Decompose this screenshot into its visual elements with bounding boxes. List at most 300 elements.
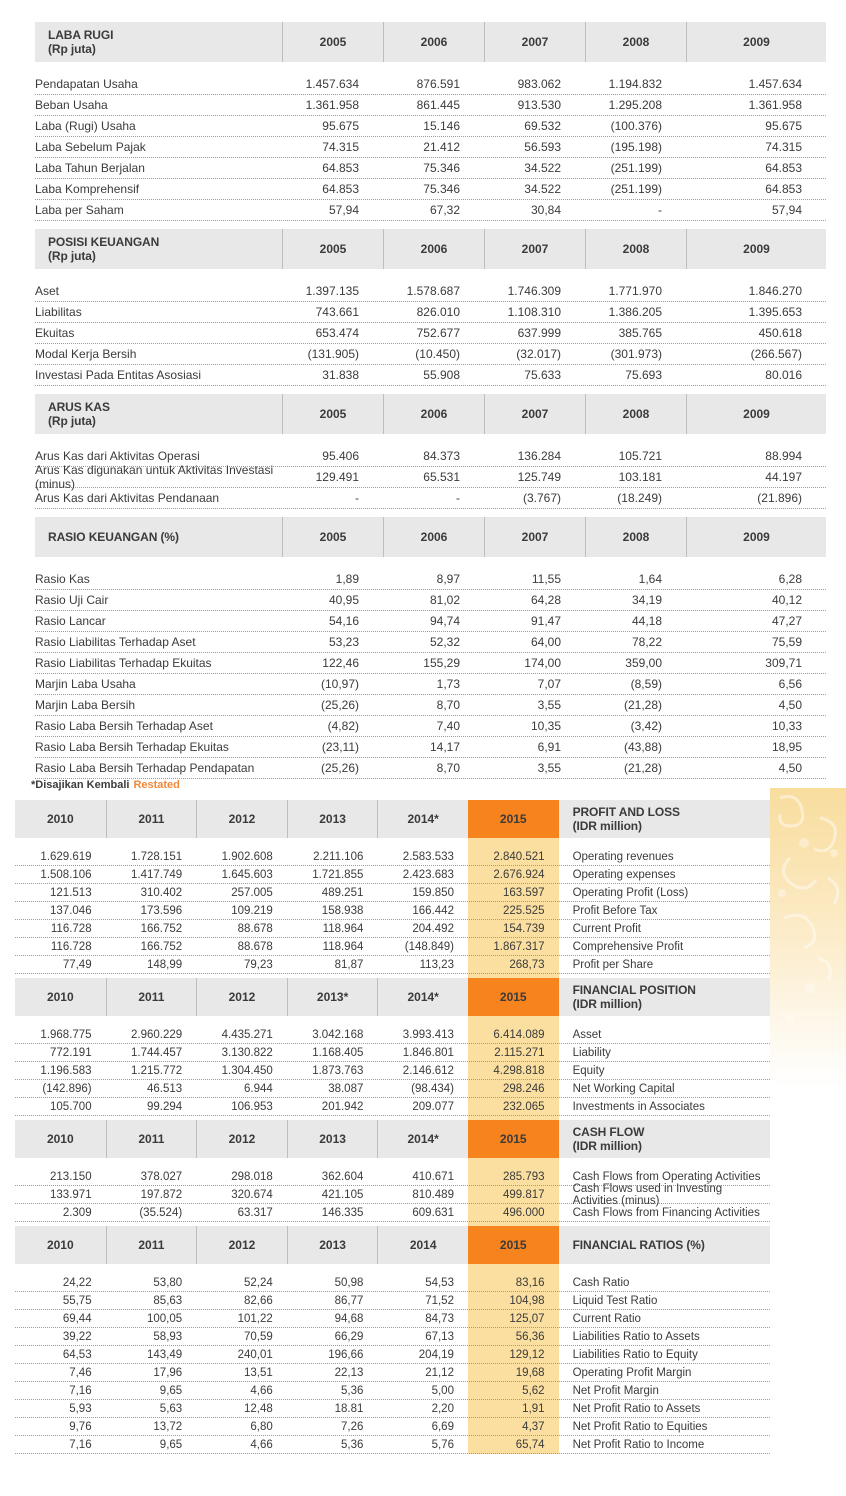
row-value: 64,28 <box>530 593 561 607</box>
row-value: 450.618 <box>758 326 802 340</box>
row-value: 64.853 <box>765 161 802 175</box>
row-value: 12,48 <box>244 1402 273 1415</box>
row-label: Liquid Test Ratio <box>572 1294 658 1307</box>
row-value: 4,66 <box>250 1438 273 1451</box>
row-value: 44.197 <box>765 470 802 484</box>
section-title-line1: CASH FLOW <box>572 1125 645 1139</box>
row-value: 44,18 <box>631 614 662 628</box>
row-value: 4,37 <box>522 1420 545 1433</box>
row-value: 10,33 <box>771 719 802 733</box>
row-value: 5,63 <box>159 1402 183 1415</box>
table-row <box>15 884 770 902</box>
table-row <box>15 938 770 956</box>
row-value: 71,52 <box>425 1294 454 1307</box>
row-value: 1.386.205 <box>608 305 662 319</box>
row-label: Liabilities Ratio to Assets <box>572 1330 700 1343</box>
row-value: 58,93 <box>153 1330 183 1343</box>
row-value: 65.531 <box>423 470 460 484</box>
row-value: 118.964 <box>322 922 364 935</box>
row-value: 983.062 <box>517 77 561 91</box>
table-row <box>35 116 826 137</box>
year-header-2011: 2011 <box>106 800 197 838</box>
year-header-2014: 2014* <box>377 800 468 838</box>
row-value: 47,27 <box>771 614 802 628</box>
row-label: Marjin Laba Bersih <box>35 698 136 712</box>
row-value: 122,46 <box>322 656 359 670</box>
row-value: 30,84 <box>530 203 561 217</box>
section-title-line1: POSISI KEUANGAN <box>48 235 160 249</box>
row-value: 136.284 <box>517 449 561 463</box>
row-value: 4,50 <box>778 698 802 712</box>
table-row <box>35 695 826 716</box>
row-value: 113,23 <box>419 958 454 971</box>
row-value: 99.294 <box>147 1100 183 1113</box>
row-value: 21,12 <box>425 1366 454 1379</box>
row-value: 79,23 <box>244 958 273 971</box>
table-row <box>35 590 826 611</box>
year-header-2012: 2012 <box>196 978 287 1016</box>
year-header-2010: 2010 <box>46 1238 74 1252</box>
row-value: 1.304.450 <box>221 1064 273 1077</box>
row-value: 204,19 <box>418 1348 454 1361</box>
row-label: Operating Profit (Loss) <box>572 886 689 899</box>
row-value: 19,68 <box>515 1366 545 1379</box>
row-value: 298.018 <box>231 1170 273 1183</box>
row-label: Rasio Uji Cair <box>35 593 109 607</box>
row-value: 3.042.168 <box>312 1028 364 1041</box>
row-label: Arus Kas dari Aktivitas Operasi <box>35 449 200 463</box>
section-title <box>559 1120 770 1158</box>
section-rows <box>15 1026 770 1116</box>
row-value: 57,94 <box>771 203 802 217</box>
row-value: 166.442 <box>412 904 454 917</box>
row-label: Modal Kerja Bersih <box>35 347 137 361</box>
row-value: (148.849) <box>404 940 454 953</box>
row-value: 7,16 <box>69 1384 92 1397</box>
row-value: 173.596 <box>140 904 183 917</box>
row-value: 174,00 <box>524 656 561 670</box>
row-value: 38.087 <box>328 1082 364 1095</box>
row-value: 1.846.801 <box>402 1046 454 1059</box>
row-label: Arus Kas dari Aktivitas Pendanaan <box>35 491 220 505</box>
row-value: 88.678 <box>237 940 273 953</box>
row-value: (21.896) <box>757 491 802 505</box>
row-value: - <box>456 491 460 505</box>
row-label: Rasio Laba Bersih Terhadap Aset <box>35 719 213 733</box>
row-value: 1.295.208 <box>608 98 662 112</box>
section-header <box>35 22 826 62</box>
row-label: Ekuitas <box>35 326 75 340</box>
row-value: 2.840.521 <box>493 850 545 863</box>
batik-pattern-decoration <box>770 788 846 1088</box>
year-header-2007: 2007 <box>484 517 585 557</box>
row-value: 14,17 <box>429 740 460 754</box>
year-header-2011: 2011 <box>106 1120 197 1158</box>
row-value: 50,98 <box>334 1276 364 1289</box>
section-title-line2: (Rp juta) <box>48 249 96 263</box>
row-value: 18,95 <box>771 740 802 754</box>
row-value: 385.765 <box>618 326 662 340</box>
year-header-2011: 2011 <box>106 978 197 1016</box>
year-header-2015: 2015 <box>468 800 559 838</box>
year-header-2005: 2005 <box>282 517 383 557</box>
row-value: 9,65 <box>159 1438 183 1451</box>
row-value: (32.017) <box>516 347 561 361</box>
row-value: 826.010 <box>416 305 460 319</box>
row-label: Beban Usaha <box>35 98 108 112</box>
row-value: 88.994 <box>765 449 802 463</box>
section-header <box>15 1226 770 1264</box>
section-title-line1: LABA RUGI <box>48 28 114 42</box>
row-value: 2,20 <box>431 1402 454 1415</box>
row-value: 637.999 <box>517 326 561 340</box>
row-label: Comprehensive Profit <box>572 940 684 953</box>
statement-section <box>35 22 826 221</box>
row-label: Rasio Lancar <box>35 614 106 628</box>
table-row <box>15 866 770 884</box>
row-value: (23,11) <box>321 740 359 754</box>
table-row <box>15 1182 770 1207</box>
row-label: Rasio Liabilitas Terhadap Ekuitas <box>35 656 212 670</box>
row-label: Laba Tahun Berjalan <box>35 161 145 175</box>
statement-section <box>15 1226 770 1454</box>
year-header-2015: 2015 <box>468 978 559 1016</box>
row-value: 257.005 <box>231 886 273 899</box>
section-title-line2: (IDR million) <box>572 819 642 833</box>
row-value: (266.567) <box>750 347 802 361</box>
row-value: 129.491 <box>315 470 359 484</box>
row-label: Asset <box>572 1028 602 1041</box>
table-row <box>15 848 770 866</box>
row-value: 6,28 <box>778 572 802 586</box>
row-value: 1.873.763 <box>312 1064 364 1077</box>
section-title <box>559 1226 770 1264</box>
section-title-line1: FINANCIAL POSITION <box>572 983 696 997</box>
row-value: 1.457.634 <box>748 77 802 91</box>
row-value: 2.309 <box>62 1206 92 1219</box>
table-row <box>35 653 826 674</box>
row-value: 861.445 <box>416 98 460 112</box>
row-value: 13,72 <box>153 1420 183 1433</box>
row-value: 5,00 <box>431 1384 454 1397</box>
row-value: 10,35 <box>530 719 561 733</box>
row-value: 309,71 <box>765 656 802 670</box>
row-value: 5,62 <box>522 1384 545 1397</box>
row-label: Operating Profit Margin <box>572 1366 692 1379</box>
row-value: 499.817 <box>502 1188 545 1201</box>
row-value: 57,94 <box>328 203 359 217</box>
row-value: 1.744.457 <box>131 1046 183 1059</box>
section-title <box>35 517 282 557</box>
row-value: 40,12 <box>771 593 802 607</box>
row-label: Investasi Pada Entitas Asosiasi <box>35 368 202 382</box>
section-title-line2: (IDR million) <box>572 997 642 1011</box>
row-value: 64.853 <box>322 182 359 196</box>
row-value: 1.108.310 <box>507 305 561 319</box>
row-value: 84,73 <box>425 1312 454 1325</box>
row-value: - <box>355 491 359 505</box>
row-value: 3,55 <box>537 761 561 775</box>
row-value: 2.115.271 <box>494 1046 545 1059</box>
row-label: Operating revenues <box>572 850 674 863</box>
row-value: 52,24 <box>244 1276 273 1289</box>
year-header-2010: 2010 <box>46 990 74 1004</box>
row-value: 40,95 <box>328 593 359 607</box>
row-value: (4,82) <box>327 719 359 733</box>
row-label: Net Profit Ratio to Income <box>572 1438 705 1451</box>
row-value: 94,68 <box>334 1312 364 1325</box>
row-value: 1.578.687 <box>406 284 460 298</box>
row-value: 7,40 <box>436 719 460 733</box>
table-row <box>15 1274 770 1292</box>
table-english-2010-2015 <box>15 800 770 1458</box>
row-value: 166.752 <box>140 940 183 953</box>
row-value: 55,75 <box>62 1294 92 1307</box>
row-label: Liabilities Ratio to Equity <box>572 1348 698 1361</box>
row-value: 106.953 <box>231 1100 273 1113</box>
row-value: 84.373 <box>423 449 460 463</box>
row-value: 4.298.818 <box>493 1064 545 1077</box>
row-value: 1,64 <box>638 572 662 586</box>
batik-pattern-icon <box>770 788 846 1088</box>
row-label: Current Profit <box>572 922 641 935</box>
row-label: Net Profit Ratio to Assets <box>572 1402 701 1415</box>
row-value: 4,50 <box>778 761 802 775</box>
row-value: 1.215.772 <box>131 1064 183 1077</box>
row-value: 3.993.413 <box>402 1028 454 1041</box>
section-title-line1: RASIO KEUANGAN (%) <box>48 530 179 544</box>
table-row <box>35 344 826 365</box>
section-rows <box>15 848 770 974</box>
year-header-2007: 2007 <box>484 394 585 434</box>
row-value: (25,26) <box>320 698 359 712</box>
year-header-2011: 2011 <box>106 1226 197 1264</box>
table-row <box>15 902 770 920</box>
year-header-2005: 2005 <box>282 394 383 434</box>
row-value: 1,73 <box>436 677 460 691</box>
row-value: 1.361.958 <box>305 98 359 112</box>
table-row <box>35 569 826 590</box>
row-value: (43,88) <box>623 740 662 754</box>
row-value: 1.457.634 <box>305 77 359 91</box>
row-value: 24,22 <box>62 1276 92 1289</box>
row-value: 1.846.270 <box>748 284 802 298</box>
year-header-2010: 2010 <box>46 812 74 826</box>
row-value: 1.196.583 <box>40 1064 92 1077</box>
section-header <box>35 517 826 557</box>
row-value: 913.530 <box>517 98 561 112</box>
year-header-2014: 2014* <box>377 978 468 1016</box>
year-header-2014: 2014 <box>377 1226 468 1264</box>
section-title <box>35 229 282 269</box>
footnote-indonesian: *Disajikan Kembali <box>31 779 130 791</box>
row-value: 1.728.151 <box>131 850 183 863</box>
row-value: - <box>658 203 662 217</box>
row-value: 53,23 <box>328 635 359 649</box>
row-value: 159.850 <box>412 886 454 899</box>
row-value: 129,12 <box>509 1348 545 1361</box>
section-header <box>35 394 826 434</box>
section-title-line2: (Rp juta) <box>48 42 96 56</box>
row-value: 46.513 <box>147 1082 183 1095</box>
row-value: 7,07 <box>537 677 561 691</box>
table-row <box>15 1026 770 1044</box>
row-value: (251.199) <box>610 182 662 196</box>
row-value: 52,32 <box>429 635 460 649</box>
row-value: 1,91 <box>522 1402 545 1415</box>
row-value: 2.423.683 <box>402 868 454 881</box>
row-value: (10,97) <box>320 677 359 691</box>
row-value: 17,96 <box>153 1366 183 1379</box>
section-header <box>35 229 826 269</box>
table-row <box>35 716 826 737</box>
row-value: 772.191 <box>50 1046 92 1059</box>
row-label: Marjin Laba Usaha <box>35 677 136 691</box>
statement-section <box>35 517 826 779</box>
year-header-2006: 2006 <box>383 229 484 269</box>
table-row <box>35 137 826 158</box>
row-value: 64,00 <box>530 635 561 649</box>
row-value: 154.739 <box>502 922 545 935</box>
row-value: 9,65 <box>159 1384 183 1397</box>
row-value: 743.661 <box>315 305 359 319</box>
section-header <box>15 978 770 1016</box>
row-value: 163.597 <box>502 886 545 899</box>
row-value: (100.376) <box>610 119 662 133</box>
year-header-2015: 2015 <box>468 1120 559 1158</box>
row-label: Equity <box>572 1064 605 1077</box>
row-value: (18.249) <box>617 491 662 505</box>
table-row <box>15 1400 770 1418</box>
row-value: 109.219 <box>231 904 273 917</box>
year-header-2012: 2012 <box>196 1120 287 1158</box>
table-row <box>15 1292 770 1310</box>
row-value: 359,00 <box>625 656 662 670</box>
year-header-2009: 2009 <box>686 394 826 434</box>
row-value: 80.016 <box>765 368 802 382</box>
row-value: 100,05 <box>147 1312 183 1325</box>
footnote-english: Restated <box>133 779 180 791</box>
row-label: Rasio Laba Bersih Terhadap Ekuitas <box>35 740 229 754</box>
row-value: 74.315 <box>322 140 359 154</box>
restated-footnote <box>31 779 180 791</box>
row-value: 75.346 <box>423 161 460 175</box>
row-value: 81,87 <box>334 958 364 971</box>
section-rows <box>15 1168 770 1222</box>
row-label: Rasio Kas <box>35 572 90 586</box>
year-header-2005: 2005 <box>282 229 383 269</box>
section-header <box>15 1120 770 1158</box>
row-value: 64,53 <box>62 1348 92 1361</box>
row-value: 6.414.089 <box>493 1028 545 1041</box>
row-value: 1.746.309 <box>507 284 561 298</box>
row-value: 1.168.405 <box>312 1046 364 1059</box>
row-value: 63.317 <box>237 1206 273 1219</box>
row-value: 146.335 <box>321 1206 364 1219</box>
year-header-2005: 2005 <box>282 22 383 62</box>
row-value: 1.417.749 <box>131 868 183 881</box>
table-row <box>35 179 826 200</box>
table-row <box>35 95 826 116</box>
row-value: 75.693 <box>625 368 662 382</box>
row-value: 876.591 <box>416 77 460 91</box>
section-rows <box>35 446 826 509</box>
row-value: 158.938 <box>321 904 364 917</box>
row-value: 298.246 <box>502 1082 545 1095</box>
row-value: 137.046 <box>50 904 92 917</box>
row-value: (251.199) <box>610 161 662 175</box>
row-value: (35.524) <box>139 1206 183 1219</box>
year-header-2008: 2008 <box>585 22 686 62</box>
row-value: (25,26) <box>320 761 359 775</box>
row-value: 310.402 <box>140 886 183 899</box>
table-row <box>35 758 826 779</box>
year-header-2008: 2008 <box>585 394 686 434</box>
year-header-2006: 2006 <box>383 22 484 62</box>
row-value: 34.522 <box>524 182 561 196</box>
section-title-line1: FINANCIAL RATIOS (%) <box>572 1238 705 1252</box>
row-value: 5,76 <box>431 1438 454 1451</box>
row-value: 201.942 <box>321 1100 364 1113</box>
row-value: 5,36 <box>340 1438 364 1451</box>
row-value: 1.645.603 <box>221 868 273 881</box>
row-value: 91,47 <box>530 614 561 628</box>
row-value: 653.474 <box>315 326 359 340</box>
row-value: 2.211.106 <box>313 850 364 863</box>
row-label: Profit per Share <box>572 958 654 971</box>
table-row <box>15 1098 770 1116</box>
row-label: Cash Flows from Operating Activities <box>572 1170 761 1183</box>
year-header-2013: 2013 <box>287 1226 378 1264</box>
row-value: 1.194.832 <box>608 77 662 91</box>
row-value: 74.315 <box>765 140 802 154</box>
table-row <box>35 611 826 632</box>
row-value: (301.973) <box>610 347 662 361</box>
row-value: 133.971 <box>50 1188 92 1201</box>
row-value: (10.450) <box>415 347 460 361</box>
row-value: 320.674 <box>231 1188 273 1201</box>
row-value: 67,32 <box>429 203 460 217</box>
row-label: Laba per Saham <box>35 203 124 217</box>
table-row <box>15 1418 770 1436</box>
row-label: Liabilitas <box>35 305 82 319</box>
row-value: (98.434) <box>411 1082 454 1095</box>
statement-section <box>35 229 826 386</box>
row-value: 101,22 <box>237 1312 273 1325</box>
row-value: 5,36 <box>340 1384 364 1397</box>
table-row <box>15 1364 770 1382</box>
row-value: 2.676.924 <box>493 868 545 881</box>
row-value: 66,29 <box>334 1330 364 1343</box>
row-value: 105.700 <box>50 1100 92 1113</box>
table-row <box>35 365 826 386</box>
row-value: 75,59 <box>771 635 802 649</box>
row-value: 95.406 <box>322 449 359 463</box>
row-label: Current Ratio <box>572 1312 641 1325</box>
row-value: 77,49 <box>62 958 92 971</box>
row-value: 94,74 <box>429 614 460 628</box>
row-value: 31.838 <box>322 368 359 382</box>
row-label: Cash Flows from Financing Activities <box>572 1206 760 1219</box>
table-row <box>35 674 826 695</box>
row-value: 1.721.855 <box>312 868 364 881</box>
row-value: 1.361.958 <box>748 98 802 112</box>
row-value: 1.867.317 <box>493 940 545 953</box>
table-row <box>15 1062 770 1080</box>
row-value: 34,19 <box>631 593 662 607</box>
row-value: 88.678 <box>237 922 273 935</box>
row-label: Operating expenses <box>572 868 676 881</box>
